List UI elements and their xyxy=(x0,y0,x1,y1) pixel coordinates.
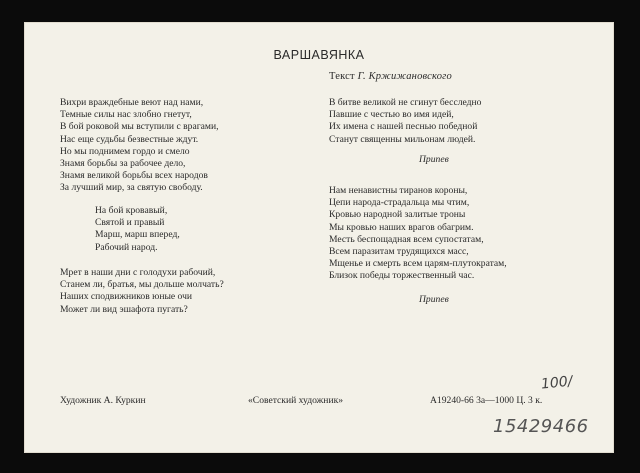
verse-line: Может ли вид эшафота пугать? xyxy=(60,303,188,315)
verse-line: Нам ненавистны тиранов короны, xyxy=(329,185,468,196)
verse-line: Их имена с нашей песнью победной xyxy=(329,121,478,133)
refrain-label-2: Припев xyxy=(419,294,449,305)
refrain-label-1: Припев xyxy=(419,154,449,165)
verse-line: В битве великой не сгинут бесследно xyxy=(329,97,482,108)
stanza-left-3 xyxy=(60,267,224,316)
verse-line: Знамя борьбы за рабочее дело, xyxy=(60,158,186,170)
verse-line: Святой и правый xyxy=(95,217,165,229)
author-prefix: Текст xyxy=(329,71,355,82)
verse-line: Станут священны мильонам людей. xyxy=(329,133,476,145)
verse-line: На бой кровавый, xyxy=(95,205,168,216)
verse-line: Всем паразитам трудящихся масс, xyxy=(329,246,469,258)
verse-line: За лучший мир, за святую свободу. xyxy=(60,182,203,194)
verse-line: Кровью народной залитые троны xyxy=(329,209,466,221)
verse-line: Станем ли, братья, мы дольше молчать? xyxy=(60,279,224,291)
verse-line: В бой роковой мы вступили с врагами, xyxy=(60,121,219,133)
stanza-left-1 xyxy=(60,97,219,195)
verse-line: Павшие с честью во имя идей, xyxy=(329,109,454,121)
verse-line: Цепи народа-страдальца мы чтим, xyxy=(329,197,470,209)
stanza-left-2 xyxy=(95,205,180,254)
handwritten-mark-1: 100/ xyxy=(540,373,574,393)
artist-credit: Художник А. Куркин xyxy=(60,395,146,406)
verse-line: Наших сподвижников юные очи xyxy=(60,291,193,303)
verse-line: Но мы поднимем гордо и смело xyxy=(60,145,190,157)
verse-line: Вихри враждебные веют над нами, xyxy=(60,97,204,108)
publisher: «Советский художник» xyxy=(248,395,344,406)
verse-line: Мы кровью наших врагов обагрим. xyxy=(329,221,474,233)
verse-line: Месть беспощадная всем супостатам, xyxy=(329,233,484,245)
verse-line: Мщенье и смерть всем царям-плутократам, xyxy=(329,258,507,270)
verse-line: Мрет в наши дни с голодухи рабочий, xyxy=(60,267,216,278)
stanza-right-2 xyxy=(329,185,507,283)
author-name: Г. Кржижановского xyxy=(357,71,452,82)
verse-line: Рабочий народ. xyxy=(95,241,158,253)
verse-line: Темные силы нас злобно гнетут, xyxy=(60,109,192,121)
verse-line: Близок победы торжественный час. xyxy=(329,270,475,282)
postcard xyxy=(24,22,614,453)
verse-line: Знамя великой борьбы всех народов xyxy=(60,170,208,182)
handwritten-mark-2: 15429466 xyxy=(493,416,589,437)
print-info: А19240-66 3а—1000 Ц. 3 к. xyxy=(430,395,543,406)
verse-line: Нас еще судьбы безвестные ждут. xyxy=(60,133,199,145)
page-title: ВАРШАВЯНКА xyxy=(273,48,365,62)
verse-line: Марш, марш вперед, xyxy=(95,229,180,241)
author-line xyxy=(329,71,452,82)
stanza-right-1 xyxy=(329,97,481,146)
